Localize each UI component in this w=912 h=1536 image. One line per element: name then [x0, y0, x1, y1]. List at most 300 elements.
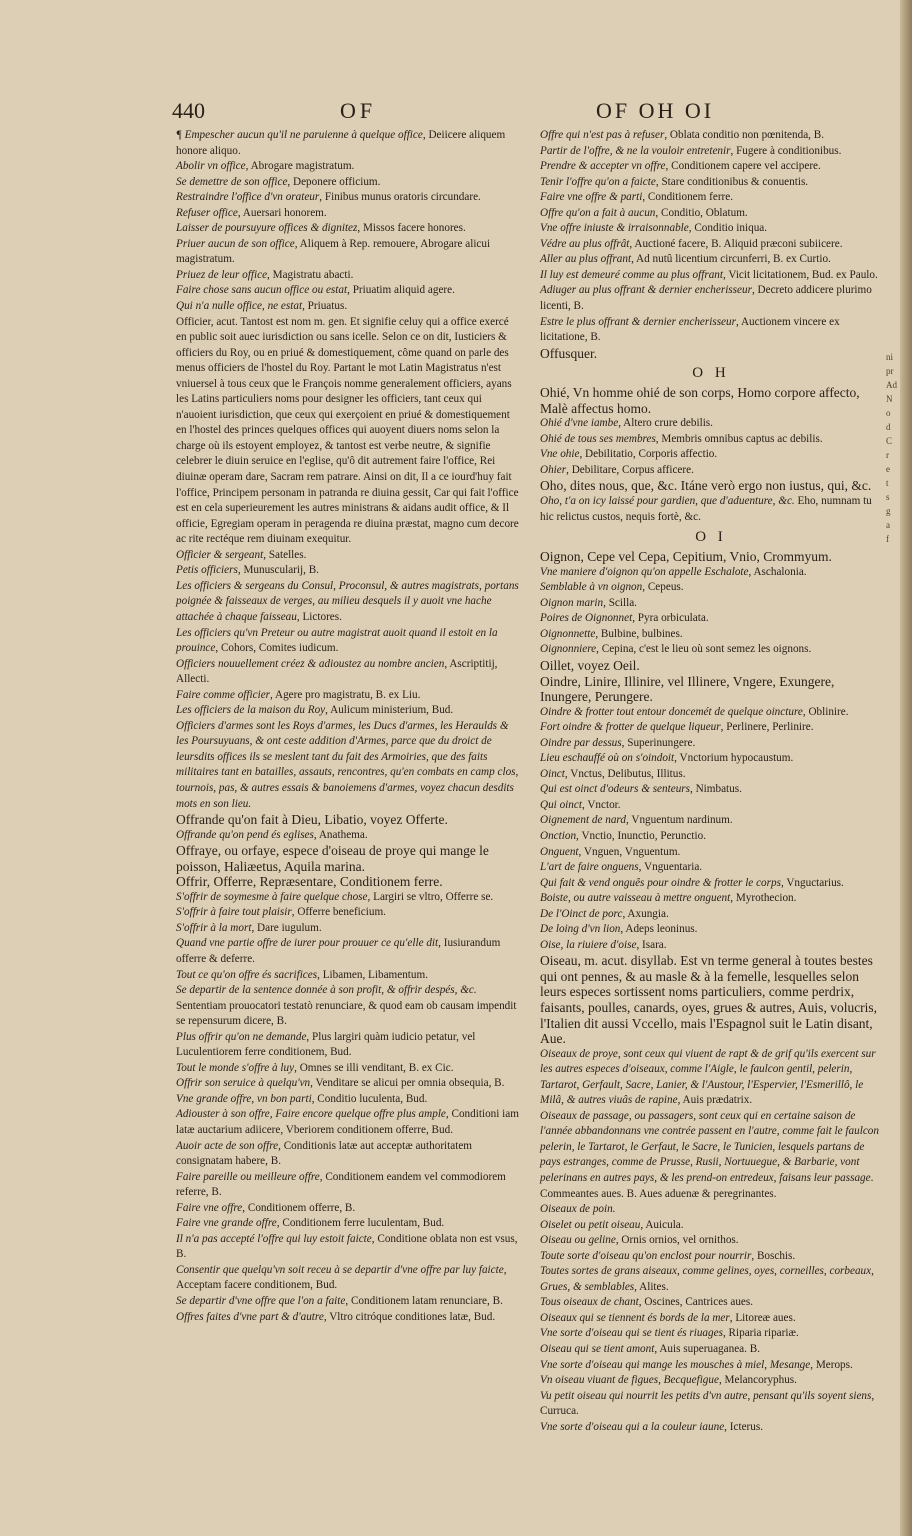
dictionary-entry: [540, 206, 882, 222]
entry-headword: Se departir de la sentence donnée à son profit, & offrir despés, &c.: [176, 984, 477, 997]
entry-definition: Oindre, Linire, Illinire, vel Illinere, Vngere, Exungere, Inungere, Perungere.: [540, 673, 835, 705]
entry-definition: , Superinungere.: [621, 736, 696, 749]
dictionary-entry: [540, 860, 882, 876]
entry-headword: Auoir acte de son offre: [176, 1139, 279, 1152]
dictionary-entry: [176, 1232, 520, 1263]
dictionary-entry: [540, 159, 882, 175]
dictionary-entry: [176, 828, 520, 844]
entry-definition: , Adeps leoninus.: [620, 923, 698, 936]
entry-headword: Oiseau ou geline: [540, 1234, 616, 1247]
dictionary-entry: [540, 1373, 882, 1389]
entry-definition: , Abrogare magistratum.: [245, 160, 355, 173]
dictionary-entry: [540, 580, 882, 596]
entry-definition: , Oblinire.: [802, 705, 849, 718]
dictionary-entry: [540, 221, 882, 237]
dictionary-entry: [540, 237, 882, 253]
margin-fragment: Ad: [886, 380, 897, 390]
dictionary-entry: [540, 1420, 882, 1436]
entry-headword: Poires de Oignonnet: [540, 612, 633, 625]
entry-definition: Sententiam prouocatori testatò renunciare, & quod eam ob causam impendit se repensurum dicere, B.: [176, 999, 517, 1028]
entry-headword: Adiuger au plus offrant & dernier encherisseur: [540, 284, 752, 297]
entry-headword: Ohier: [540, 463, 567, 476]
entry-definition: , Venditare se alicui per omnia obsequia, B.: [310, 1077, 505, 1090]
entry-definition: Offraye, ou orfaye, espece d'oiseau de proye qui mange le poisson, Haliæetus, Aquila marina.: [176, 843, 489, 874]
entry-definition: , Curruca.: [540, 1389, 875, 1418]
page-edge: [900, 0, 912, 1536]
entry-definition: , Aliquem à Rep. remouere, Abrogare alicui magistratum.: [176, 237, 491, 266]
entry-definition: , Ascriptitij, Allecti.: [176, 657, 498, 686]
entry-definition: , Ornis ornios, vel ornithos.: [615, 1234, 739, 1247]
dictionary-entry: [176, 221, 520, 237]
dictionary-entry: [540, 813, 882, 829]
entry-definition: , Auis prædatrix.: [677, 1094, 753, 1107]
dictionary-entry: [540, 922, 882, 938]
dictionary-entry: [176, 1216, 520, 1232]
dictionary-entry: [176, 548, 520, 564]
entry-definition: , Vnctio, Inunctio, Perunctio.: [576, 829, 707, 842]
dictionary-entry: [176, 1092, 520, 1108]
dictionary-entry: [540, 385, 882, 416]
dictionary-entry: [540, 1311, 882, 1327]
entry-definition: , Omnes se illi venditant, B. ex Cic.: [294, 1061, 454, 1074]
dictionary-entry: [540, 751, 882, 767]
entry-headword: Faire comme officier: [176, 688, 271, 701]
entry-headword: Vne sorte d'oiseau qui se tient és riuages: [540, 1327, 723, 1340]
entry-definition: Offrande qu'on fait à Dieu, Libatio, voyez Offerte.: [176, 812, 448, 828]
dictionary-entry: [540, 175, 882, 191]
entry-headword: Officiers nouuellement créez & adioustez au nombre ancien: [176, 657, 445, 670]
entry-definition: , Fugere à conditionibus.: [730, 144, 842, 157]
entry-definition: , Conditio iniqua.: [688, 222, 768, 235]
dictionary-entry: [540, 1342, 882, 1358]
dictionary-entry: [176, 1076, 520, 1092]
dictionary-entry: [176, 703, 520, 719]
dictionary-entry: [540, 432, 882, 448]
entry-headword: Oiseaux de poin.: [540, 1203, 616, 1216]
entry-headword: Se demettre de son office: [176, 175, 288, 188]
entry-headword: S'offrir à la mort: [176, 921, 252, 934]
entry-headword: De l'Oinct de porc: [540, 907, 623, 920]
dictionary-entry: [176, 283, 520, 299]
entry-headword: Vne grande offre, vn bon parti: [176, 1092, 312, 1105]
entry-headword: Tout ce qu'on offre és sacrifices: [176, 968, 318, 981]
entry-definition: , Perlinere, Perlinire.: [720, 721, 814, 734]
dictionary-entry: [176, 905, 520, 921]
entry-headword: Il luy est demeuré comme au plus offrant: [540, 268, 724, 281]
entry-definition: , Auersari honorem.: [237, 206, 327, 219]
entry-definition: , Magistratu abacti.: [267, 268, 354, 281]
entry-headword: Faire vne offre & parti: [540, 191, 643, 204]
dictionary-entry: [540, 1249, 882, 1265]
dictionary-entry: [540, 565, 882, 581]
right-running-head: OF OH OI: [596, 98, 715, 123]
entry-headword: Qui oinct: [540, 798, 582, 811]
dictionary-entry: [540, 720, 882, 736]
entry-definition: , Vnctor.: [581, 798, 621, 811]
entry-definition: , Pyra orbiculata.: [632, 612, 709, 625]
entry-headword: Tenir l'offre qu'on a faicte: [540, 175, 656, 188]
entry-headword: Quand vne partie offre de iurer pour prouuer ce qu'elle dit: [176, 937, 439, 950]
dictionary-entry: [540, 829, 882, 845]
section-heading: O H: [692, 365, 730, 382]
entry-headword: Offrir son seruice à quelqu'vn: [176, 1077, 311, 1090]
margin-fragment: d: [886, 422, 891, 432]
entry-definition: , Cepina, c'est le lieu où sont semez les oignons.: [596, 643, 812, 656]
entry-definition: , Conditionem capere vel accipere.: [665, 160, 821, 173]
entry-headword: Onguent: [540, 845, 579, 858]
dictionary-entry: [176, 890, 520, 906]
entry-headword: Officiers d'armes sont les Roys d'armes, les Ducs d'armes, les Heraulds & les Poursuyuans, & ont ceste addition d'Armes, parce que du droict de leursdits offices ils se meslent tant du fait des Armoiries, que des faits militaires tant en batailles, assauts, rencontres, qu'en combats en camp clos, tournois, pas, & autres essais & banoiemens d'armes, voyez chacun desdits mots en son lieu.: [176, 719, 519, 810]
entry-definition: , Nimbatus.: [690, 783, 742, 796]
entry-headword: Semblable à vn oignon: [540, 581, 643, 594]
entry-headword: Adiouster à son offre, Faire encore quelque offre plus ample: [176, 1108, 446, 1121]
entry-definition: , Membris omnibus captus ac debilis.: [655, 432, 823, 445]
entry-definition: Oillet, voyez Oeil.: [540, 657, 640, 673]
dictionary-entry: [540, 1202, 882, 1218]
dictionary-entry: [176, 983, 520, 1030]
dictionary-entry: [176, 190, 520, 206]
dictionary-entry: [176, 237, 520, 268]
entry-headword: Qui fait & vend onguês pour oindre & frotter le corps: [540, 876, 781, 889]
entry-definition: , Largiri se vltro, Offerre se.: [367, 890, 494, 903]
entry-headword: Les officiers de la maison du Roy: [176, 704, 326, 717]
entry-definition: , Alites.: [634, 1280, 669, 1293]
entry-headword: Oiseau qui se tient amont: [540, 1343, 655, 1356]
dictionary-entry: [540, 1389, 882, 1420]
dictionary-entry: [176, 299, 520, 315]
entry-headword: Fort oindre & frotter de quelque liqueur: [540, 721, 721, 734]
entry-headword: Vne offre iniuste & irraisonnable: [540, 222, 689, 235]
entry-definition: , Vnguentum nardinum.: [625, 814, 733, 827]
dictionary-entry: [176, 657, 520, 688]
entry-definition: , Axungia.: [622, 907, 669, 920]
entry-definition: , Munuscularij, B.: [237, 564, 319, 577]
dictionary-entry: [540, 1047, 882, 1109]
entry-definition: , Icterus.: [724, 1420, 764, 1433]
entry-headword: Qui est oinct d'odeurs & senteurs: [540, 783, 690, 796]
entry-definition: , Myrothecion.: [730, 892, 797, 905]
entry-headword: Partir de l'offre, & ne la vouloir entretenir: [540, 144, 731, 157]
entry-headword: Oignonnette: [540, 627, 596, 640]
dictionary-entry: [540, 736, 882, 752]
margin-fragment: pr: [886, 366, 894, 376]
entry-headword: Tous oiseaux de chant: [540, 1296, 639, 1309]
entry-headword: Les officiers qu'vn Preteur ou autre magistrat auoit quand il estoit en la prouince: [176, 626, 498, 655]
entry-definition: , Oscines, Cantrices aues.: [638, 1296, 754, 1309]
entry-headword: Oignon marin: [540, 596, 604, 609]
left-column: [176, 128, 520, 1325]
dictionary-entry: [176, 1310, 520, 1326]
dictionary-entry: [540, 642, 882, 658]
dictionary-entry: [540, 1233, 882, 1249]
entry-definition: , Conditionem latam renunciare, B.: [345, 1295, 503, 1308]
entry-headword: Restraindre l'office d'vn orateur: [176, 191, 320, 204]
entry-definition: , Deponere officium.: [287, 175, 381, 188]
entry-definition: , Aulicum ministerium, Bud.: [325, 704, 454, 717]
entry-definition: Oignon, Cepe vel Cepa, Cepitium, Vnio, Crommyum.: [540, 549, 832, 565]
entry-definition: , Auctioné facere, B. Aliquid præconi subiicere.: [629, 237, 843, 250]
left-running-head: OF: [340, 98, 377, 123]
dictionary-entry: [176, 921, 520, 937]
entry-headword: Oho, t'a on icy laissé pour gardien, que d'aduenture, &c.: [540, 495, 795, 508]
dictionary-entry: [540, 463, 882, 479]
entry-definition: , Auctionem vincere ex licitatione, B.: [540, 315, 840, 344]
dictionary-entry: [540, 1358, 882, 1374]
dictionary-entry: [540, 1295, 882, 1311]
entry-headword: Offres faites d'vne part & d'autre: [176, 1310, 324, 1323]
entry-definition: , Agere pro magistratu, B. ex Liu.: [270, 688, 421, 701]
dictionary-entry: [176, 315, 520, 548]
entry-definition: , Litoreæ aues.: [729, 1311, 796, 1324]
entry-definition: , Conditionis latæ aut acceptæ authoritatem consignatam habere, B.: [176, 1139, 472, 1168]
entry-definition: , Bulbine, bulbines.: [595, 627, 683, 640]
dictionary-entry: [540, 1326, 882, 1342]
section-heading: O I: [695, 529, 727, 546]
dictionary-entry: [540, 782, 882, 798]
entry-headword: Vne sorte d'oiseau qui mange les mousches à miel, Mesange: [540, 1358, 811, 1371]
entry-headword: Boiste, ou autre vaisseau à mettre onguent: [540, 892, 731, 905]
dictionary-entry: [540, 190, 882, 206]
entry-definition: , Scilla.: [603, 596, 637, 609]
entry-definition: Eho, numnam tu hic relictus custos, nequis fortè, &c.: [540, 495, 872, 523]
entry-definition: , Conditio, Oblatum.: [655, 206, 748, 219]
dictionary-entry: [540, 953, 882, 1046]
entry-definition: , Isara.: [636, 938, 667, 951]
dictionary-entry: [540, 1218, 882, 1234]
entry-headword: Oinct: [540, 767, 565, 780]
margin-fragment: t: [886, 478, 889, 488]
dictionary-entry: [176, 128, 520, 159]
entry-definition: , Anathema.: [313, 828, 368, 841]
dictionary-entry: [176, 175, 520, 191]
entry-headword: ¶ Empescher aucun qu'il ne paruienne à quelque office: [176, 129, 423, 141]
entry-definition: , Conditio luculenta, Bud.: [311, 1092, 428, 1105]
entry-headword: Oiselet ou petit oiseau: [540, 1218, 641, 1231]
dictionary-entry: [176, 268, 520, 284]
entry-definition: , Missos facere honores.: [357, 222, 466, 235]
entry-headword: Prendre & accepter vn offre: [540, 160, 666, 173]
dictionary-entry: [540, 416, 882, 432]
entry-headword: Faire chose sans aucun office ou estat: [176, 284, 348, 297]
margin-fragment: f: [886, 534, 889, 544]
dictionary-entry: [540, 447, 882, 463]
dictionary-entry: [540, 346, 882, 362]
entry-headword: Toute sorte d'oiseau qu'on enclost pour nourrir: [540, 1249, 752, 1262]
entry-definition: , Iusiurandum offerre & deferre.: [176, 937, 501, 965]
entry-definition: , Riparia ripariæ.: [722, 1327, 799, 1340]
entry-definition: , Stare conditionibus & conuentis.: [655, 175, 809, 188]
entry-headword: Offre qu'on a fait à aucun: [540, 206, 656, 219]
entry-headword: Védre au plus offrât: [540, 237, 630, 250]
entry-definition: , Vicit licitationem, Bud. ex Paulo.: [723, 268, 878, 281]
entry-headword: Aller au plus offrant: [540, 253, 632, 266]
entry-headword: Officier & sergeant: [176, 548, 264, 561]
entry-definition: , Vltro citróque conditiones latæ, Bud.: [323, 1310, 496, 1323]
entry-headword: Estre le plus offrant & dernier encherisseur: [540, 315, 736, 328]
entry-headword: Ohié d'vne iambe: [540, 417, 619, 430]
dictionary-entry: [176, 719, 520, 812]
dictionary-entry: [540, 1264, 882, 1295]
entry-definition: Oho, dites nous, que, &c. Itáne verò ergo non iustus, qui, &c.: [540, 478, 872, 494]
entry-headword: Vne maniere d'oignon qu'on appelle Eschalote: [540, 565, 749, 578]
entry-definition: , Lictores.: [296, 610, 342, 623]
entry-headword: Se departir d'vne offre que l'on a faite: [176, 1295, 346, 1308]
margin-fragment: a: [886, 520, 890, 530]
entry-definition: , Conditionem ferre.: [642, 191, 734, 204]
entry-headword: Il n'a pas accepté l'offre qui luy estoit faicte: [176, 1232, 372, 1245]
dictionary-entry: [176, 1294, 520, 1310]
dictionary-entry: [540, 876, 882, 892]
right-column: [540, 128, 882, 1435]
margin-fragment: g: [886, 506, 891, 516]
page-number: 440: [172, 98, 205, 123]
entry-headword: Abolir vn office: [176, 160, 246, 173]
margin-fragment: o: [886, 408, 891, 418]
entry-definition: , Aschalonia.: [748, 565, 807, 578]
entry-headword: Oiseaux de passage, ou passagers, sont ceux qui en certaine saison de l'année abbandonnans vne contrée passent en l'autre, comme fait le faulcon pelerin, le Tartarot, le Gerfaut, le Sacre, le Tunicien, lesquels partans de pays estranges, comme de Prusse, Rusii, Nortuuegue, & Barbarie, vont pelerinans en autres pays, & les prend-on entredeux, faisans leur passage: [540, 1109, 879, 1184]
margin-fragment: e: [886, 464, 890, 474]
entry-headword: Oindre & frotter tout entour doncemét de quelque oincture: [540, 705, 803, 718]
dictionary-entry: [540, 252, 882, 268]
entry-headword: Toutes sortes de grans aiseaux, comme gelines, oyes, corneilles, corbeaux, Grues, & semblables: [540, 1265, 874, 1293]
dictionary-entry: [176, 874, 520, 890]
dictionary-entry: [176, 159, 520, 175]
dictionary-entry: [176, 1170, 520, 1201]
entry-definition: , Cepeus.: [642, 581, 684, 594]
entry-definition: , Acceptam facere conditionem, Bud.: [176, 1263, 507, 1292]
entry-headword: S'offrir de soymesme à faire quelque chose: [176, 890, 368, 903]
dictionary-entry: [176, 688, 520, 704]
entry-definition: Offusquer.: [540, 345, 598, 361]
dictionary-entry: [176, 1201, 520, 1217]
entry-definition: , Conditionem offerre, B.: [242, 1201, 356, 1214]
dictionary-entry: [176, 206, 520, 222]
entry-headword: Refuser office: [176, 206, 238, 219]
entry-headword: Qui n'a nulle office, ne estat: [176, 300, 303, 313]
entry-headword: Oignonniere: [540, 643, 597, 656]
dictionary-entry: [176, 626, 520, 657]
entry-headword: S'offrir à faire tout plaisir: [176, 906, 292, 919]
dictionary-entry: [540, 611, 882, 627]
margin-fragment: r: [886, 450, 889, 460]
dictionary-entry: [540, 1109, 882, 1202]
margin-fragment: N: [886, 394, 893, 404]
dictionary-entry: [540, 144, 882, 160]
entry-definition: Officier, acut. Tantost est nom m. gen. Et signifie celuy qui a office exercé en public soit auec iurisdiction ou sans icelle. Selon ce on dit, Iusticiers & officiers du Roy, ou en priué & domestiquement, côme quand on parle des menus officiers de l'hostel du Roy. Partant le mot Latin Magistratus n'est vniuersel à tous ceux que le François nomme generalement officiers, ayans les Latins particuliers noms pour designer les officiers, tant ceux qui n'auoient iurisdiction, que ceux qui exerçoient en priué & domestiquement en l'hostel des princes quelques offices qui auoyent diuers noms selon la charge où ils estoyent employez, & tantost est verbe neutre, & signifie celebrer le diuin seruice en l'eglise, qu'ô dit autrement faire l'office, Rei diuinæ operam dare, Sacram rem patrare. Ainsi on dit, Il a ce iourd'huy fait l'office, Principem personam in patranda re diuina gessit, Car qui fait l'office est en cela superieurement les autres ministrans & aidans audit office, & Il officie, Egregiam operam in peragenda re diuina præstat, magno cum decore ac rite rectéque rem diuinam exequitur.: [176, 315, 519, 546]
entry-definition: , Conditione oblata non est vsus, B.: [176, 1232, 518, 1261]
entry-definition: Offrir, Offerre, Repræsentare, Conditionem ferre.: [176, 874, 443, 890]
entry-headword: Priuer aucun de son office: [176, 237, 295, 250]
dictionary-entry: [176, 968, 520, 984]
dictionary-entry: [540, 705, 882, 721]
dictionary-entry: [540, 478, 882, 494]
dictionary-entry: [540, 674, 882, 705]
entry-definition: , Vnctorium hypocaustum.: [674, 752, 794, 765]
margin-fragment: C: [886, 436, 893, 446]
entry-headword: Laisser de poursuyure offices & dignitez: [176, 222, 358, 235]
entry-headword: Lieu eschauffé où on s'oindoit: [540, 752, 675, 765]
entry-definition: Ohié, Vn homme ohié de son corps, Homo corpore affecto, Malè affectus homo.: [540, 385, 860, 416]
entry-definition: , Cohors, Comites iudicum.: [215, 642, 339, 655]
entry-headword: Oindre par dessus: [540, 736, 622, 749]
dictionary-entry: [176, 1061, 520, 1077]
dictionary-entry: [176, 843, 520, 874]
entry-headword: Oiseaux de proye, sont ceux qui viuent de rapt & de grif qu'ils exercent sur les autres especes d'oiseaux, comme l'Aigle, le faulcon gentil, pelerin, Tartarot, Gerfault, Sacre, Lanier, & l'Austour, l'Espervier, l'Esmerillô, le Milâ, & autres viuâs de rapine: [540, 1047, 876, 1107]
entry-definition: , Merops.: [810, 1358, 853, 1371]
entry-definition: , Vnguen, Vnguentum.: [578, 845, 681, 858]
margin-fragment: ni: [886, 352, 894, 362]
entry-headword: Ohié de tous ses membres: [540, 432, 656, 445]
dictionary-entry: [176, 936, 520, 967]
dictionary-entry: [540, 798, 882, 814]
entry-headword: Vne sorte d'oiseau qui a la couleur iaune: [540, 1420, 725, 1433]
dictionary-entry: [540, 658, 882, 674]
entry-headword: Les officiers & sergeans du Consul, Proconsul, & autres magistrats, portans poignée & faisseaux de verges, au milieu desquels il y auoit vne hache attachée à chaque faisseau: [176, 579, 519, 623]
entry-headword: Petis officiers: [176, 564, 238, 577]
entry-definition: , Finibus munus oratoris circundare.: [319, 191, 481, 204]
page-header: [0, 98, 900, 128]
entry-definition: Oiseau, m. acut. disyllab. Est vn terme general à toutes bestes qui ont pennes, & au masle & à la femelle, lesquelles selon leurs especes sortissent noms particuliers, comme perdrix, faisants, poulles, canards, oyes, grues & autres, Auis, volucris, l'Italien dit aussi Vccello, mais l'Espagnol suit le Latin disant, Aue.: [540, 953, 878, 1047]
entry-definition: , Libamen, Libamentum.: [317, 968, 429, 981]
dictionary-entry: [540, 767, 882, 783]
entry-definition: , Debilitatio, Corporis affectio.: [579, 448, 718, 461]
entry-headword: L'art de faire onguens: [540, 861, 639, 874]
entry-definition: , Ad nutû licentium circunferri, B. ex Curtio.: [631, 253, 831, 266]
entry-definition: , Offerre beneficium.: [291, 906, 386, 919]
dictionary-entry: [540, 494, 882, 525]
entry-definition: , Melancoryphus.: [718, 1374, 797, 1387]
dictionary-entry: [176, 812, 520, 828]
entry-definition: , Decreto addicere plurimo licenti, B.: [540, 284, 872, 313]
entry-definition: , Deiicere aliquem honore aliquo.: [176, 129, 506, 157]
entry-definition: , Priuatus.: [302, 300, 348, 313]
entry-headword: De loing d'vn lion: [540, 923, 621, 936]
dictionary-entry: [540, 268, 882, 284]
entry-definition: , Oblata conditio non pœnitenda, B.: [664, 129, 825, 141]
dictionary-entry: [540, 128, 882, 144]
margin-fragment: s: [886, 492, 890, 502]
entry-definition: , Boschis.: [751, 1249, 796, 1262]
entry-definition: , Altero crure debilis.: [618, 417, 713, 430]
dictionary-entry: [176, 1030, 520, 1061]
dictionary-entry: [176, 1263, 520, 1294]
dictionary-entry: [540, 627, 882, 643]
entry-definition: , Debilitare, Corpus afficere.: [566, 463, 694, 476]
right-margin-fragments: [886, 350, 900, 1050]
entry-definition: , Vnguctarius.: [780, 876, 844, 889]
entry-headword: Vn oiseau viuant de figues, Becquefigue: [540, 1374, 719, 1387]
entry-definition: , Vnctus, Delibutus, Illitus.: [564, 767, 686, 780]
dictionary-entry: [540, 938, 882, 954]
entry-headword: Faire pareille ou meilleure offre: [176, 1170, 320, 1183]
entry-headword: Faire vne grande offre: [176, 1217, 277, 1230]
dictionary-entry: [540, 549, 882, 565]
entry-definition: , Auis superuaganea. B.: [654, 1343, 760, 1356]
entry-definition: , Conditioni iam latæ auctarium adiicere, Vberiorem conditionem offerre, Bud.: [176, 1108, 519, 1136]
entry-definition: , Priuatim aliquid agere.: [347, 284, 455, 297]
entry-headword: Oiseaux qui se tiennent és bords de la mer: [540, 1311, 730, 1324]
entry-headword: Offrande qu'on pend és eglises: [176, 828, 314, 841]
entry-headword: Tout le monde s'offre à luy: [176, 1061, 295, 1074]
entry-headword: Offre qui n'est pas à refuser: [540, 129, 665, 141]
dictionary-entry: [176, 1107, 520, 1138]
dictionary-entry: [540, 891, 882, 907]
entry-definition: , Vnguentaria.: [638, 861, 703, 874]
dictionary-entry: [176, 579, 520, 626]
dictionary-entry: [176, 1139, 520, 1170]
entry-definition: , Conditionem ferre luculentam, Bud.: [276, 1217, 445, 1230]
dictionary-entry: [540, 315, 882, 346]
